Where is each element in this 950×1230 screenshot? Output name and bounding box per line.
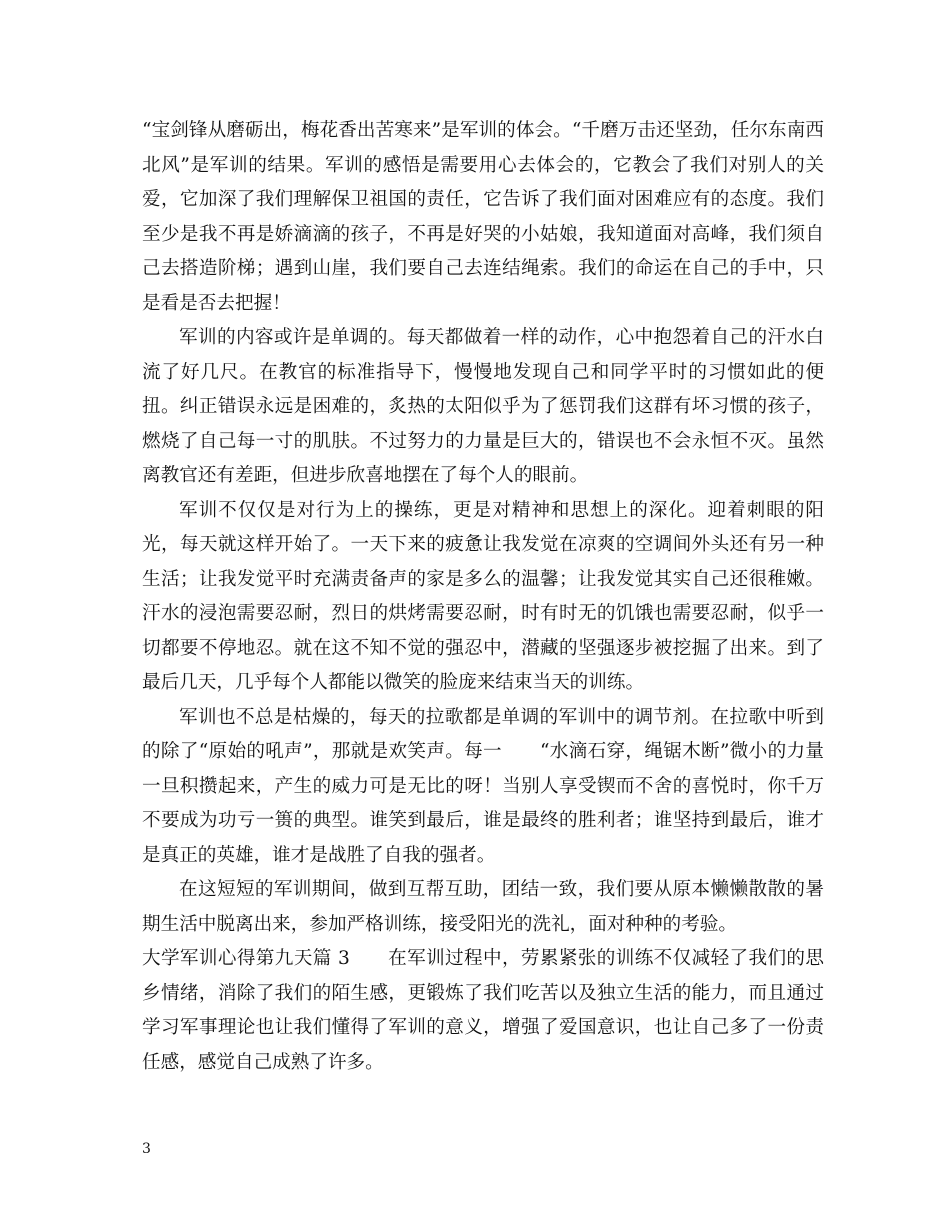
paragraph-3: 军训不仅仅是对行为上的操练，更是对精神和思想上的深化。迎着刺眼的阳光，每天就这样开始了。一天下来的疲惫让我发觉在凉爽的空调间外头还有另一种生活；让我发觉平时充满责备声的家是多么的温馨；让我发觉其实自己还很稚嫩。汗水的浸泡需要忍耐，烈日的烘烤需要忍耐，时有时无的饥饿也需要忍耐，似乎一切都要不停地忍。就在这不知不觉的强忍中，潜藏的坚强逐步被挖掘了出来。到了最后几天，几乎每个人都能以微笑的脸庞来结束当天的训练。	[142, 499, 824, 693]
document-body	[142, 114, 824, 1080]
paragraph-4-first-part: 军训也不总是枯燥的，每天的拉歌都是单调的军训中的调节剂。在拉歌中听到的除了“原始的吼声”，那就是欢笑声。每一	[142, 706, 824, 762]
paragraph-2: 军训的内容或许是单调的。每天都做着一样的动作，心中抱怨着自己的汗水白流了好几尺。在教官的标准指导下，慢慢地发现自己和同学平时的习惯如此的便扭。纠正错误永远是困难的，炙热的太阳似乎为了惩罚我们这群有坏习惯的孩子，燃烧了自己每一寸的肌肤。不过努力的力量是巨大的，错误也不会永恒不灭。虽然离教官还有差距，但进步欣喜地摆在了每个人的眼前。	[142, 327, 824, 486]
section-body: 在军训过程中，劳累紧张的训练不仅减轻了我们的思乡情绪，消除了我们的陌生感，更锻炼了我们吃苦以及独立生活的能力，而且通过学习军事理论也让我们懂得了军训的意义，增强了爱国意识，也让自己多了一份责任感，感觉自己成熟了许多。	[142, 948, 824, 1073]
paragraph-4	[142, 701, 824, 874]
paragraph-5: 在这短短的军训期间，做到互帮互助，团结一致，我们要从原本懒懒散散的暑期生活中脱离出来，参加严格训练，接受阳光的洗礼，面对种种的考验。	[142, 879, 824, 935]
section-paragraph	[142, 942, 824, 1080]
paragraph-1: “宝剑锋从磨砺出，梅花香出苦寒来”是军训的体会。“千磨万击还坚劲，任尔东南西北风”是军训的结果。军训的感悟是需要用心去体会的，它教会了我们对别人的关爱，它加深了我们理解保卫祖国的责任，它告诉了我们面对困难应有的态度。我们至少是我不再是娇滴滴的孩子，不再是好哭的小姑娘，我知道面对高峰，我们须自己去搭造阶梯；遇到山崖，我们要自己去连结绳索。我们的命运在自己的手中，只是看是否去把握！	[142, 120, 824, 314]
paragraph-4-second-part: “水滴石穿，绳锯木断”微小的力量一旦积攒起来，产生的威力可是无比的呀！当别人享受锲而不舍的喜悦时，你千万不要成为功亏一篑的典型。谁笑到最后，谁是最终的胜利者；谁坚持到最后，谁才是真正的英雄，谁才是战胜了自我的强者。	[142, 741, 824, 866]
page-number: 3	[142, 1141, 151, 1157]
section-heading: 大学军训心得第九天篇 3	[142, 948, 350, 969]
